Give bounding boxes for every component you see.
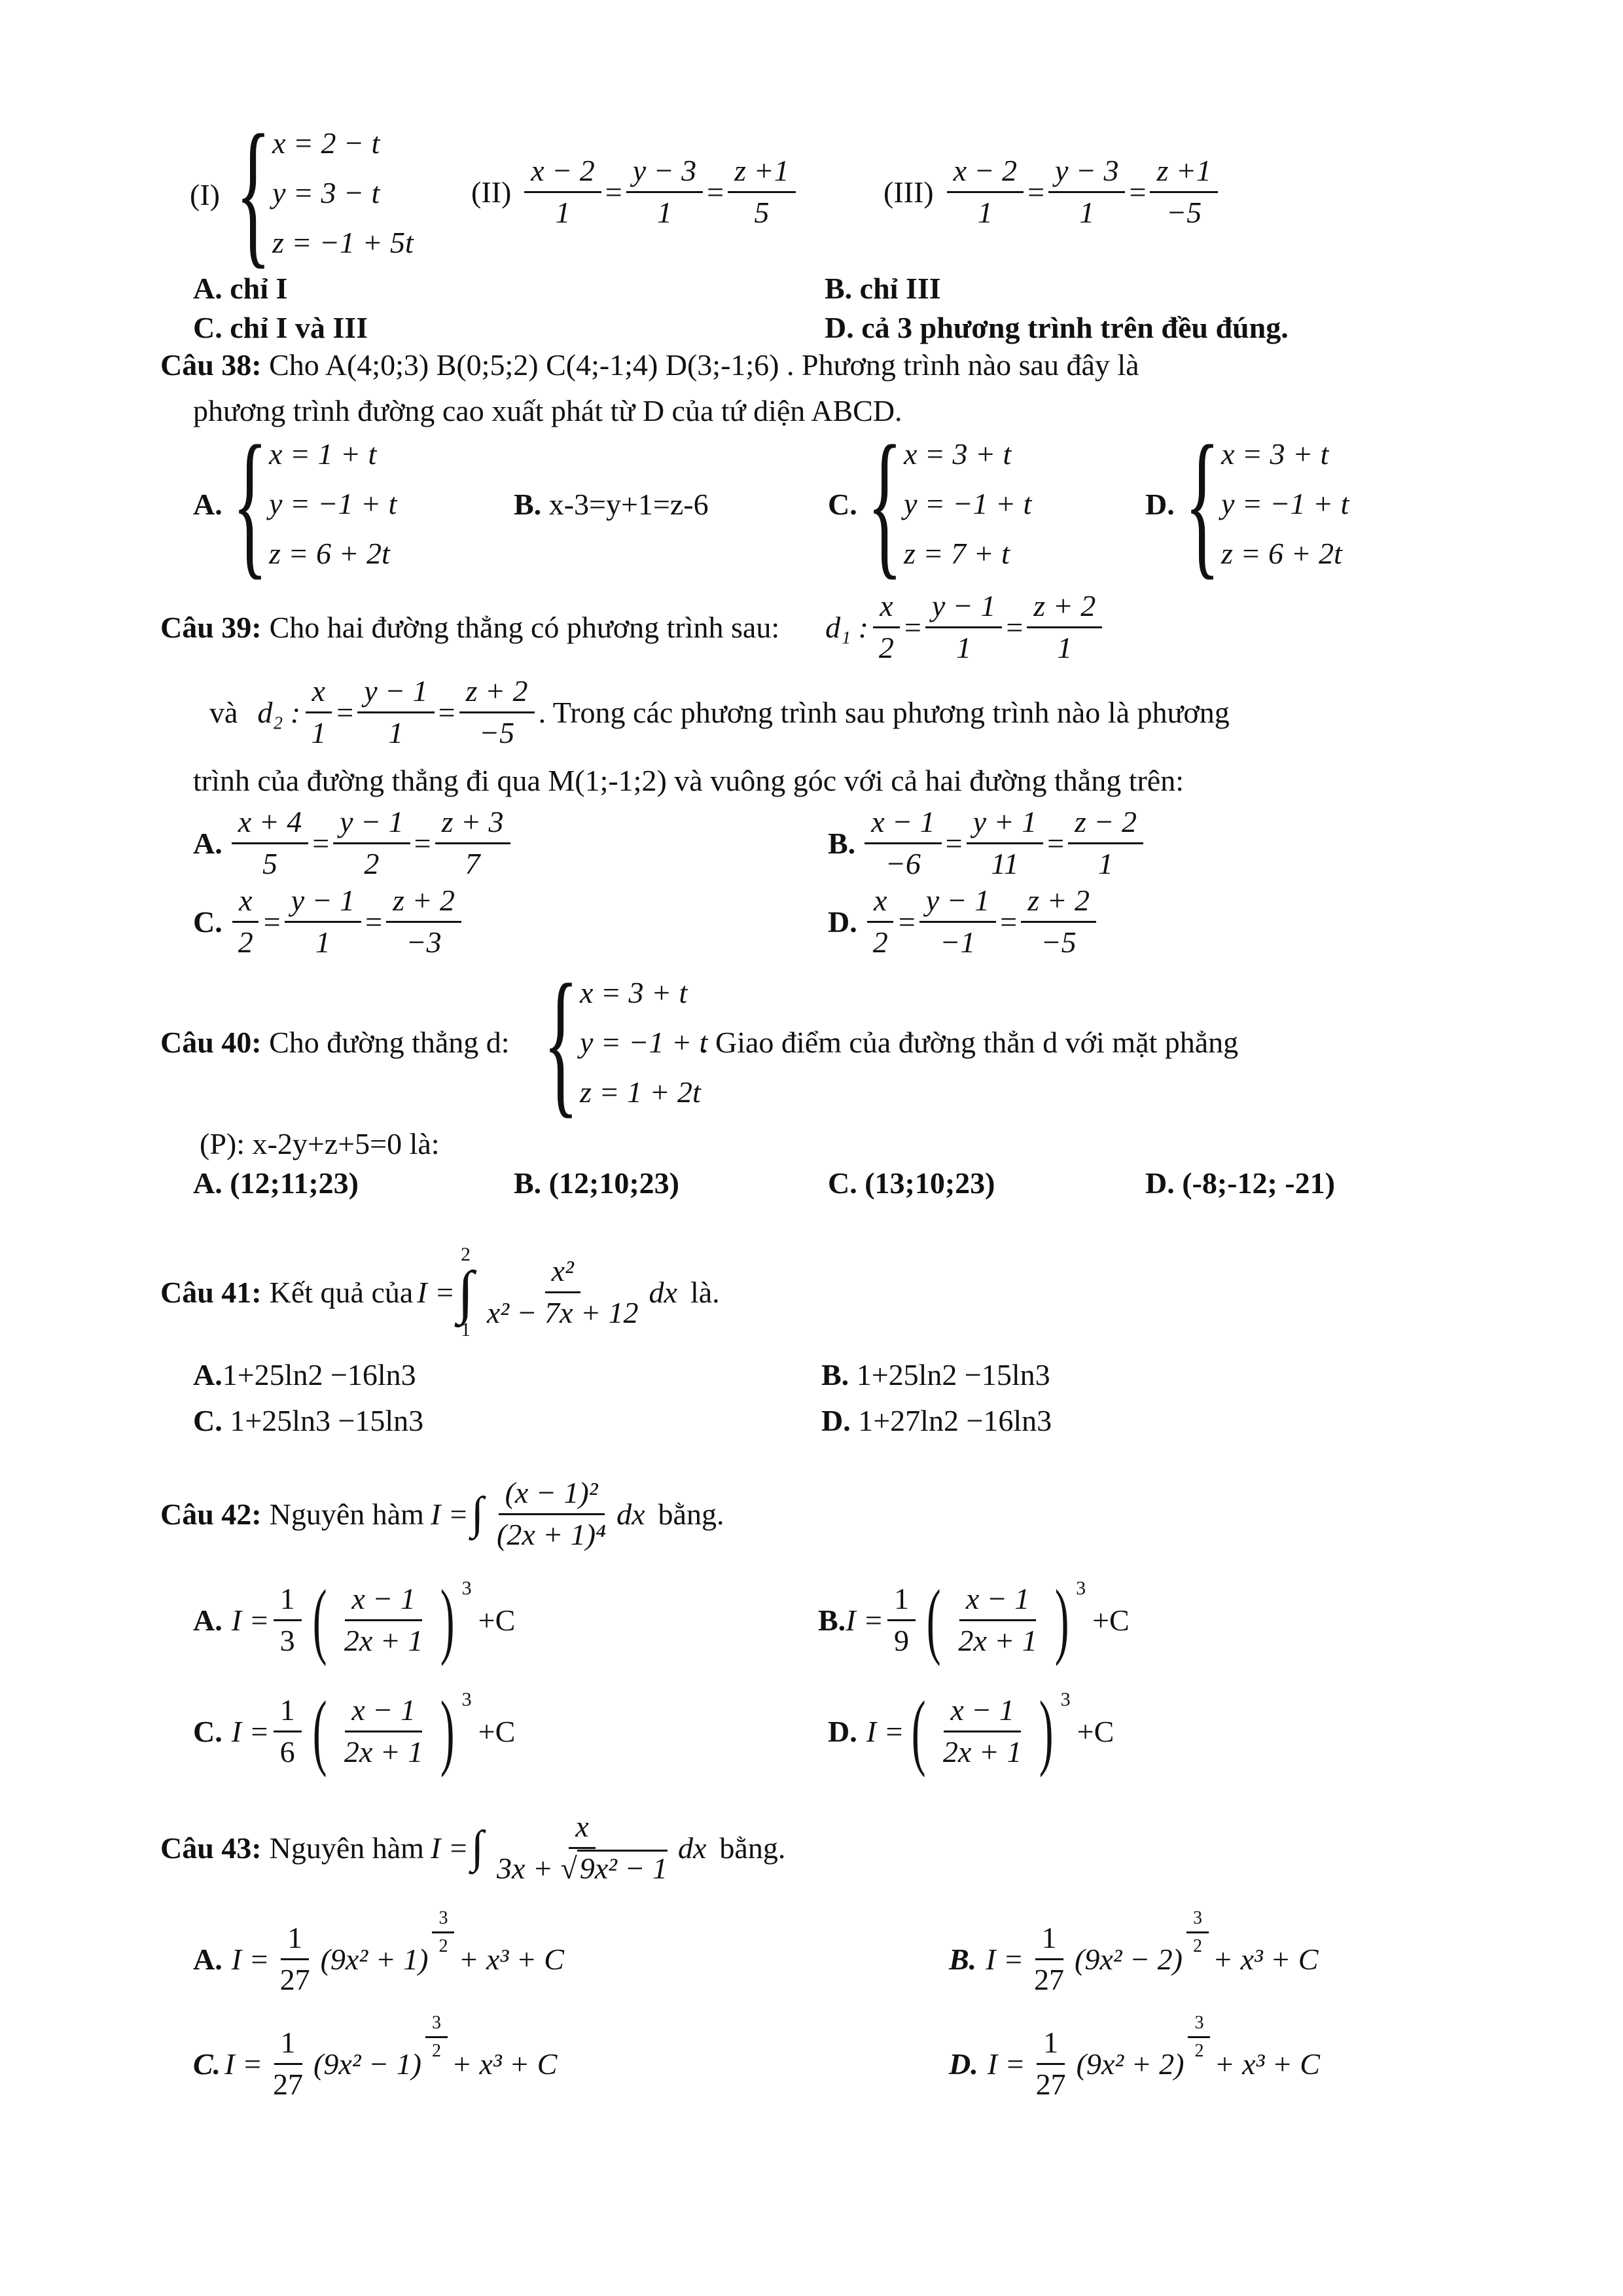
q40-line1-left bbox=[160, 1028, 510, 1058]
question-label: Câu 42: bbox=[160, 1497, 262, 1531]
fraction: $\frac{y - 3}{1}$ bbox=[1048, 154, 1125, 230]
exponent: $\frac{3}{2}$ bbox=[432, 1908, 454, 1957]
q40-answer-a: A. (12;11;23) bbox=[193, 1166, 359, 1200]
fraction: $\frac{x - 2}{1}$ bbox=[947, 154, 1024, 230]
fraction: $\frac{z +1}{-5}$ bbox=[1150, 154, 1217, 230]
fraction: $\frac{1}{27}$ bbox=[279, 1921, 310, 1996]
integral-sign: ∫ bbox=[471, 1822, 484, 1873]
fraction: $\frac{1}{27}$ bbox=[1034, 1921, 1065, 1996]
q39-option-d: D. $\frac{x}{2}$ = $\frac{y - 1}{-1}$ = $\frac{z + 2}{-5}$ bbox=[828, 884, 1100, 960]
fraction: $\frac{x}{2}$ bbox=[232, 884, 260, 960]
q43-option-a: A. I = $\frac{1}{27}$ (9x² + 1) $\frac{3}{2}$ + x³ + C bbox=[193, 1908, 564, 1996]
q37-sys-i bbox=[236, 101, 414, 283]
brace-icon: { bbox=[236, 101, 271, 283]
q41-option-a: A.1+25ln2 −16ln3 bbox=[193, 1358, 416, 1391]
fraction: $\frac{\text{(x − 1)²}}{\text{(2x + 1)⁴}}$ bbox=[497, 1476, 607, 1551]
eq-row: y = 3 − t bbox=[272, 175, 380, 209]
q43-option-c: C. I = $\frac{1}{27}$ (9x² − 1) $\frac{3}{2}$ + x³ + C bbox=[193, 2013, 558, 2101]
q37-answer-a: A. chỉ I bbox=[193, 272, 288, 305]
fraction: $\frac{z +1}{5}$ bbox=[728, 154, 795, 230]
fraction: $\frac{x - 1}{-6}$ bbox=[865, 805, 941, 882]
fraction: $\frac{x}{1}$ bbox=[304, 674, 332, 751]
fraction: $\frac{z + 3}{7}$ bbox=[435, 805, 510, 882]
q38-line2: phương trình đường cao xuất phát từ D của tứ diện ABCD. bbox=[193, 394, 902, 427]
q42-line1: Câu 42: Nguyên hàm I = ∫ $\frac{\text{(x − 1)²}}{\text{(2x + 1)⁴}}$ dx bằng. bbox=[160, 1476, 724, 1551]
question-text: Cho hai đường thẳng có phương trình sau: bbox=[269, 610, 780, 644]
question-label: Câu 39: bbox=[160, 610, 262, 644]
option-label: C. bbox=[828, 488, 857, 521]
q40-line1-right: . Giao điểm của đường thẳn d với mặt phẳng bbox=[700, 1026, 1239, 1059]
fraction: $\frac{y - 1}{1}$ bbox=[285, 884, 361, 960]
eq-row: x = 2 − t bbox=[272, 126, 380, 160]
q37-answer-d: D. cả 3 phương trình trên đều đúng. bbox=[825, 311, 1289, 344]
fraction: $\frac{x - 1}{2x + 1}$ bbox=[958, 1581, 1037, 1657]
fraction: $\frac{x + 4}{5}$ bbox=[232, 805, 308, 882]
q43-option-d: D. I = $\frac{1}{27}$ (9x² + 2) $\frac{3}{2}$ + x³ + C bbox=[949, 2013, 1320, 2101]
fraction: $\frac{1}{27}$ bbox=[273, 2026, 304, 2101]
fraction: $\frac{x - 2}{1}$ bbox=[524, 154, 601, 230]
question-text: Cho đường thẳng d: bbox=[269, 1026, 510, 1059]
q38-option-b: B. x-3=y+1=z-6 bbox=[514, 488, 709, 521]
fraction: $\frac{1}{3}$ bbox=[274, 1582, 302, 1659]
q40-answer-b: B. (12;10;23) bbox=[514, 1166, 679, 1200]
fraction: $\frac{z + 2}{-5}$ bbox=[1021, 884, 1096, 960]
integral-sign: ∫ bbox=[471, 1488, 484, 1539]
option-label: D. bbox=[1145, 488, 1175, 521]
q38-option-c: { x = 3 + t y = −1 + t z = 7 + t bbox=[867, 412, 1032, 594]
q40-line-system: { x = 3 + t y = −1 + t z = 1 + 2t bbox=[543, 951, 708, 1132]
fraction: $\frac{x - 1}{2x + 1}$ bbox=[344, 1693, 423, 1768]
integral-sign: 2 ∫ 1 bbox=[457, 1244, 474, 1340]
q38-line1 bbox=[160, 350, 1139, 380]
q41-option-c: C. 1+25ln3 −15ln3 bbox=[193, 1404, 424, 1437]
q40-answer-c: C. (13;10;23) bbox=[828, 1166, 995, 1200]
question-label: Câu 40: bbox=[160, 1026, 262, 1059]
fraction: $\frac{1}{9}$ bbox=[887, 1582, 916, 1659]
question-text: Cho A(4;0;3) B(0;5;2) C(4;-1;4) D(3;-1;6) . Phương trình nào sau đây là bbox=[269, 348, 1139, 382]
fraction: $\frac{z + 2}{-5}$ bbox=[459, 674, 535, 751]
fraction: $\frac{z - 2}{1}$ bbox=[1068, 805, 1143, 882]
option-label: A. bbox=[193, 488, 223, 521]
fraction: $\frac{x - 1}{2x + 1}$ bbox=[942, 1693, 1022, 1768]
q40-line2: (P): x-2y+z+5=0 là: bbox=[200, 1127, 440, 1160]
fraction: $\frac{x}{2}$ bbox=[872, 589, 901, 666]
fraction: $\frac{y - 1}{2}$ bbox=[333, 805, 410, 882]
brace-icon: { bbox=[1185, 412, 1220, 594]
exponent: $\frac{3}{2}$ bbox=[1188, 2013, 1210, 2062]
q37-sys-ii: (II) $\frac{x - 2}{1}$ = $\frac{y - 3}{1}$ = $\frac{z +1}{5}$ bbox=[471, 154, 800, 230]
fraction: $\frac{y - 1}{1}$ bbox=[357, 674, 434, 751]
q43-option-b: B. I = $\frac{1}{27}$ (9x² − 2) $\frac{3}{2}$ + x³ + C bbox=[949, 1908, 1319, 1996]
q37-sys-iii-label: (III) bbox=[883, 175, 934, 209]
fraction: $\frac{z + 2}{1}$ bbox=[1027, 589, 1102, 666]
q39-line3: trình của đường thẳng đi qua M(1;-1;2) và vuông góc với cả hai đường thẳng trên: bbox=[193, 764, 1185, 797]
exponent: $\frac{3}{2}$ bbox=[425, 2013, 448, 2062]
q37-sys-iii: (III) $\frac{x - 2}{1}$ = $\frac{y - 3}{1}$ = $\frac{z +1}{-5}$ bbox=[883, 154, 1222, 230]
fraction: $\frac{1}{6}$ bbox=[274, 1693, 302, 1770]
fraction: $\frac{1}{27}$ bbox=[1035, 2026, 1066, 2101]
brace-icon: { bbox=[543, 951, 579, 1132]
fraction: $\frac{z + 2}{-3}$ bbox=[386, 884, 461, 960]
q40-answer-d: D. (-8;-12; -21) bbox=[1145, 1166, 1335, 1200]
question-label: Câu 41: bbox=[160, 1276, 262, 1309]
fraction: $\frac{x}{2}$ bbox=[866, 884, 895, 960]
exponent: $\frac{3}{2}$ bbox=[1186, 1908, 1209, 1957]
question-label: Câu 38: bbox=[160, 348, 262, 382]
fraction: $\frac{x}{\text{3x + √9x² − 1}}$ bbox=[497, 1810, 668, 1885]
q42-option-a: A. I = $\frac{1}{3}$ ( $\frac{x - 1}{2x + 1}$ ) $^3$ +C bbox=[193, 1573, 516, 1667]
question-label: Câu 43: bbox=[160, 1831, 262, 1865]
fraction: $\frac{\text{x²}}{\text{x² − 7x + 12}}$ bbox=[486, 1254, 639, 1329]
q37-sys-i-label: (I) bbox=[190, 178, 220, 211]
q41-option-d: D. 1+27ln2 −16ln3 bbox=[821, 1404, 1052, 1437]
q38-option-a: { x = 1 + t y = −1 + t z = 6 + 2t bbox=[232, 412, 397, 594]
q41-line1: Câu 41: Kết quả của I = 2 ∫ 1 $\frac{\text{x²}}{\text{x² − 7x + 12}}$ dx là. bbox=[160, 1244, 720, 1340]
q39-option-a: A. $\frac{x + 4}{5}$ = $\frac{y - 1}{2}$ = $\frac{z + 3}{7}$ bbox=[193, 805, 514, 882]
fraction: $\frac{y + 1}{11}$ bbox=[967, 805, 1043, 882]
q37-answer-c: C. chỉ I và III bbox=[193, 311, 368, 344]
fraction: $\frac{y - 3}{1}$ bbox=[626, 154, 703, 230]
q43-line1: Câu 43: Nguyên hàm I = ∫ $\frac{x}{\text{3x + √9x² − 1}}$ dx bằng. bbox=[160, 1810, 786, 1885]
q42-option-c: C. I = $\frac{1}{6}$ ( $\frac{x - 1}{2x + 1}$ ) $^3$ +C bbox=[193, 1684, 516, 1778]
eq-row: z = −1 + 5t bbox=[272, 225, 414, 259]
q42-option-b: B. I = $\frac{1}{9}$ ( $\frac{x - 1}{2x + 1}$ ) $^3$ +C bbox=[818, 1573, 1130, 1667]
q37-answer-b: B. chỉ III bbox=[825, 272, 941, 305]
q39-option-b: B. $\frac{x - 1}{-6}$ = $\frac{y + 1}{11}$ = $\frac{z - 2}{1}$ bbox=[828, 805, 1147, 882]
q39-option-c: C. $\frac{x}{2}$ = $\frac{y - 1}{1}$ = $\frac{z + 2}{-3}$ bbox=[193, 884, 465, 960]
brace-icon: { bbox=[232, 412, 268, 594]
q38-option-d: { x = 3 + t y = −1 + t z = 6 + 2t bbox=[1185, 412, 1349, 594]
brace-icon: { bbox=[867, 412, 902, 594]
q39-line1: Câu 39: Cho hai đường thẳng có phương trình sau: d₁ : $\frac{x}{2}$ = $\frac{y - 1}{1}$ = $\frac{z + 2}{1}$ bbox=[160, 589, 1106, 666]
q37-sys-ii-label: (II) bbox=[471, 175, 512, 209]
fraction: $\frac{x - 1}{2x + 1}$ bbox=[344, 1581, 423, 1657]
q41-option-b: B. 1+25ln2 −15ln3 bbox=[821, 1358, 1050, 1391]
fraction: $\frac{y - 1}{-1}$ bbox=[919, 884, 996, 960]
fraction: $\frac{y - 1}{1}$ bbox=[925, 589, 1002, 666]
q42-option-d: D. I = ( $\frac{x - 1}{2x + 1}$ ) $^3$ +C bbox=[828, 1684, 1115, 1778]
q39-line2: và d₂ : $\frac{x}{1}$ = $\frac{y - 1}{1}$ = $\frac{z + 2}{-5}$ . Trong các phương trình sau phương trình nào là phương bbox=[209, 674, 1230, 749]
